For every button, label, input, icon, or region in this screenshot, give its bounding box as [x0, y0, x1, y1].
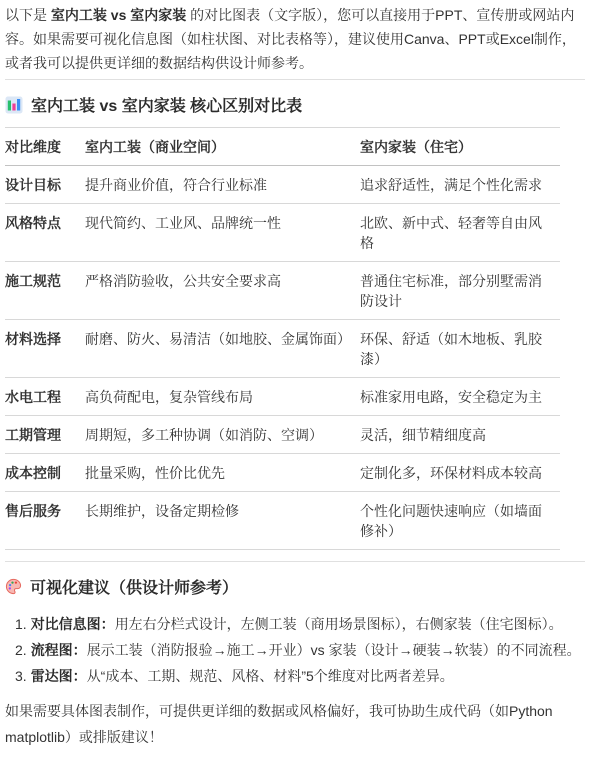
- cell-commercial: 高负荷配电，复杂管线布局: [85, 378, 360, 416]
- intro-text-pre: 以下是: [5, 7, 51, 23]
- table-row: [5, 492, 560, 550]
- comparison-table-heading: [5, 93, 585, 116]
- list-item-number: 3.: [15, 668, 27, 684]
- intro-text-post: 的对比图表（文字版），您可以直接用于PPT、宣传册或网站内容。如果需要可视化信息图（如柱状图、对比表格等），建议使用Canva、PPT或Excel制作，或者我可以提供更详细的数据结构供设计师参考。: [5, 7, 576, 71]
- cell-dimension: 设计目标: [5, 166, 85, 204]
- table-row: [5, 166, 560, 204]
- cell-dimension: 水电工程: [5, 378, 85, 416]
- table-row: [5, 262, 560, 320]
- outro-paragraph: 如果需要具体图表制作，可提供更详细的数据或风格偏好，我可协助生成代码（如Python matplotlib）或排版建议！: [5, 703, 553, 745]
- list-item-text: 从“成本、工期、规范、风格、材料”5个维度对比两者差异。: [86, 668, 454, 684]
- table-row: [5, 454, 560, 492]
- cell-dimension: 施工规范: [5, 262, 85, 320]
- cell-commercial: 批量采购，性价比优先: [85, 454, 360, 492]
- cell-residential: 定制化多，环保材料成本较高: [360, 454, 560, 492]
- visualization-suggestions-heading-text: 可视化建议（供设计师参考）: [30, 580, 239, 597]
- list-item: [5, 637, 585, 663]
- cell-commercial: 耐磨、防火、易清洁（如地胶、金属饰面）: [85, 320, 360, 378]
- cell-residential: 标准家用电路，安全稳定为主: [360, 378, 560, 416]
- comparison-table: [5, 127, 560, 550]
- list-item-term: 对比信息图：: [30, 616, 115, 632]
- cell-dimension: 售后服务: [5, 492, 85, 550]
- section-divider: [5, 79, 585, 80]
- list-item-number: 1.: [15, 616, 27, 632]
- visualization-suggestions-heading: [5, 575, 585, 598]
- table-header-commercial: 室内工装（商业空间）: [85, 128, 360, 166]
- cell-residential: 灵活，细节精细度高: [360, 416, 560, 454]
- table-row: [5, 204, 560, 262]
- suggestion-list: [5, 611, 585, 689]
- cell-dimension: 成本控制: [5, 454, 85, 492]
- cell-dimension: 工期管理: [5, 416, 85, 454]
- bar-chart-icon: [5, 96, 23, 114]
- list-item: [5, 663, 585, 689]
- table-row: [5, 320, 560, 378]
- table-row: [5, 378, 560, 416]
- cell-residential: 环保、舒适（如木地板、乳胶漆）: [360, 320, 560, 378]
- cell-dimension: 风格特点: [5, 204, 85, 262]
- table-header-residential: 室内家装（住宅）: [360, 128, 560, 166]
- comparison-table-heading-text: 室内工装 vs 室内家装 核心区别对比表: [31, 98, 303, 115]
- table-header-dimension: 对比维度: [5, 128, 85, 166]
- cell-residential: 北欧、新中式、轻奢等自由风格: [360, 204, 560, 262]
- cell-commercial: 周期短，多工种协调（如消防、空调）: [85, 416, 360, 454]
- cell-commercial: 现代简约、工业风、品牌统一性: [85, 204, 360, 262]
- table-header-row: [5, 128, 560, 166]
- cell-commercial: 长期维护，设备定期检修: [85, 492, 360, 550]
- cell-residential: 个性化问题快速响应（如墙面修补）: [360, 492, 560, 550]
- cell-dimension: 材料选择: [5, 320, 85, 378]
- list-item-term: 流程图：: [30, 642, 87, 658]
- section-divider: [5, 561, 585, 562]
- list-item-number: 2.: [15, 642, 27, 658]
- cell-commercial: 提升商业价值，符合行业标准: [85, 166, 360, 204]
- cell-commercial: 严格消防验收，公共安全要求高: [85, 262, 360, 320]
- palette-icon: [5, 578, 22, 595]
- intro-text-bold: 室内工装 vs 室内家装: [50, 7, 187, 23]
- cell-residential: 普通住宅标准，部分别墅需消防设计: [360, 262, 560, 320]
- list-item-text: 展示工装（消防报验→施工→开业）vs 家装（设计→硬装→软装）的不同流程。: [86, 642, 581, 658]
- table-row: [5, 416, 560, 454]
- intro-paragraph: [5, 3, 585, 75]
- list-item-text: 用左右分栏式设计，左侧工装（商用场景图标），右侧家装（住宅图标）。: [114, 616, 563, 632]
- list-item-term: 雷达图：: [30, 668, 87, 684]
- cell-residential: 追求舒适性，满足个性化需求: [360, 166, 560, 204]
- list-item: [5, 611, 585, 637]
